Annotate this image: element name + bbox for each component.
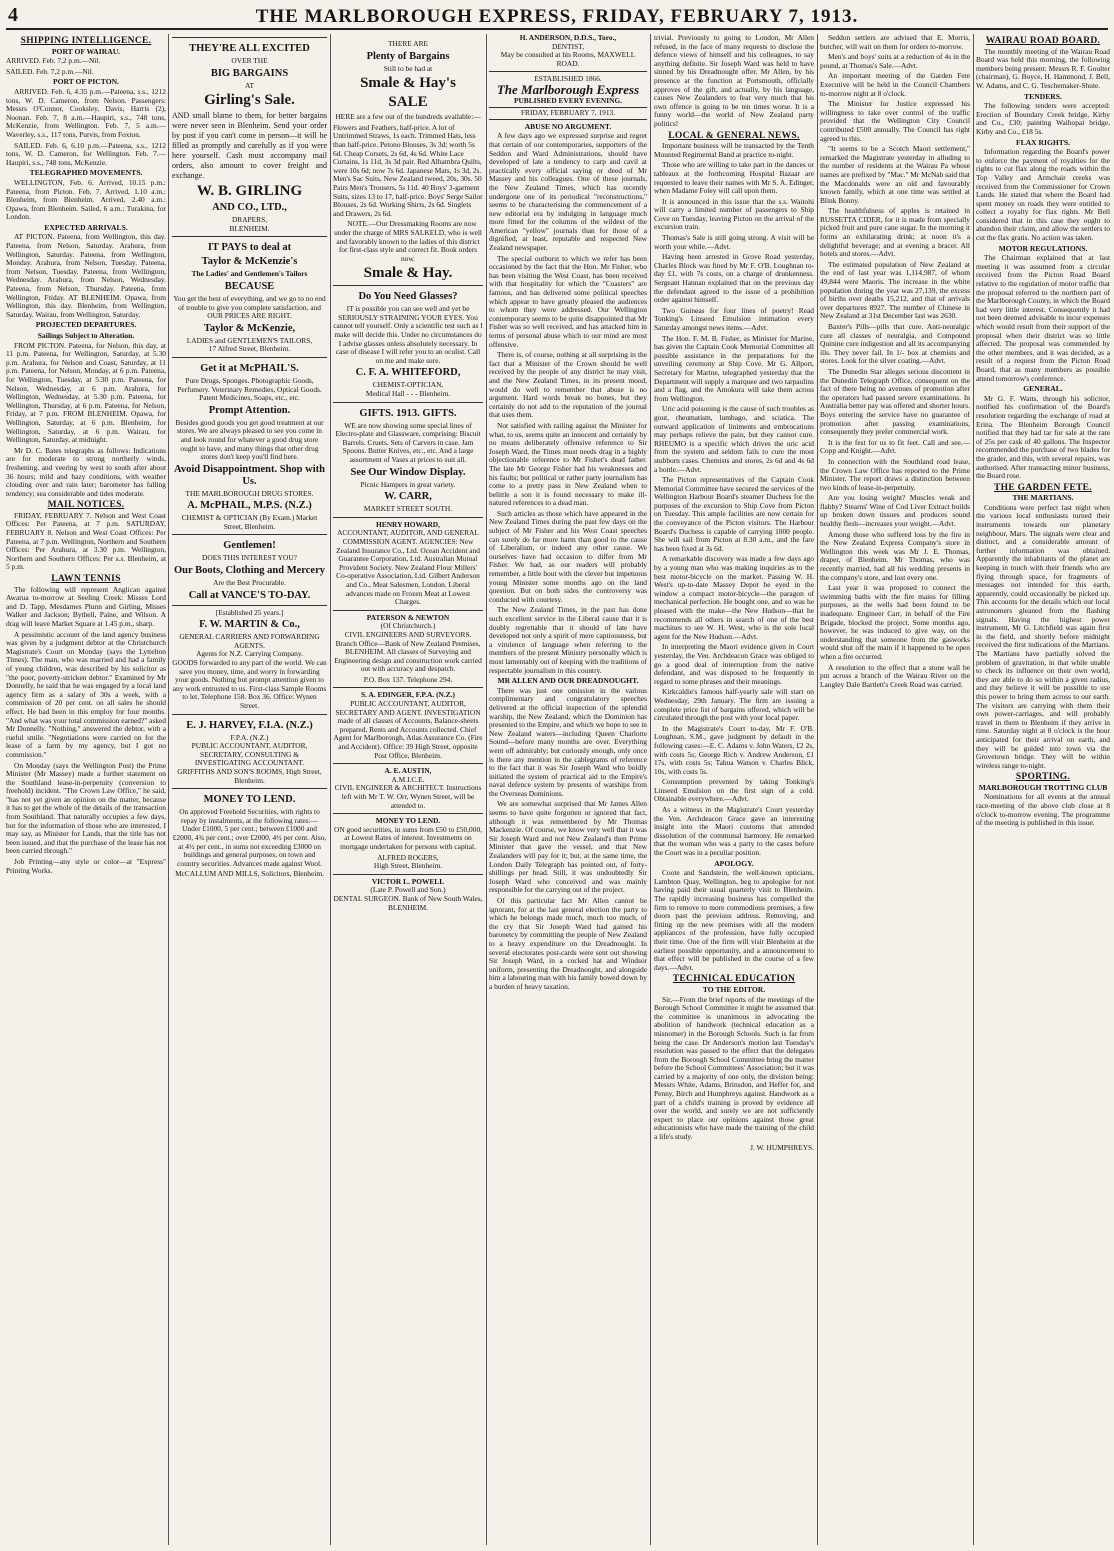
smale-items: Flowers and Feathers, half-price. A lot of Untrimmed Straws, 1s each. Trimmed Hats, less than half-price. Petono Blouses, 3s 3d; worth 5s 6d. Cheap Corsets, 2s 6d, 4s 6d. White Lace Curtains, 1s 11d, 3s 3d pair. Red Alhambra Quilts, were 10s 6d; now 7s 6d. Japanese Mats, 1s 3d, 2s. Men's Sac Suits, New Zealand tweed, 20s, 30s. 50 Pairs Men's Trousers, 5s 11d. 40 Boys' 3-garment Suits, sizes 13 to 17, half-price. Boys' Serge Sailor Blouses, 2s 6d. Working Shirts, 2s 6d. Singlets and Drawers, 2s 6d. [333,122,483,218]
news-item: Consumption prevented by taking Tonking's Linseed Emulsion on the first sign of a cold. Obtainable everywhere.—Advt. [654,777,814,804]
column-rule [650,34,651,1545]
rogers-advert [333,813,483,871]
news-item: Baxter's Pills—pills that cure. Anti-neuralgic cure all classes of neuralgia, and Compound Quinine cure indigestion and all its accompanying ills. They never fail. In 1/- box at chemists and stores. Look for the silver coating.—Advt. [820,322,970,366]
anderson-sub: DENTIST, [551,41,585,51]
powell-body: DENTAL SURGEON. Bank of New South Wales, BLENHEIM. [333,893,483,912]
technical-sub: TO THE EDITOR. [702,984,766,994]
mcphail-advert [172,357,327,532]
howard-name: HENRY HOWARD, [376,519,440,529]
tenders-heading: TENDERS. [1024,91,1062,101]
paterson-po: P.O. Box 137. Telephone 294. [363,674,453,684]
news-item: The Hon. F. M. B. Fisher, as Minister for Marine, has given the Captain Cook Memorial Committee all possible assistance in the preparations for the unveiling ceremony at Ship Cove. Mr G. Allport, Secretary for Marine, telegraphed yesterday that the Department will supply a marquee and two tarpaulins and a flag, and the Amokura will take them across from Wellington. [654,333,814,403]
vance-gent: Gentlemen! [223,540,276,552]
editorial-paragraph: A few days ago we expressed surprise and regret that certain of our contemporaries, supporters of the Seddon and Ward Administrations, should have developed of late a tendency to carp and cavil at practically every official saying or deed of Mr Massey and his colleagues. One of these journals, the New Zealand Times, which has recently undergone one of its periodical "reconstructions," seems to be characterising the commencement of a new editorial era by indulging in language much more fitted for the columns of the wildest of the American "yellow" journals than for those of a dignified, at least, reputable and respected New Zealand newspaper. [489,131,647,253]
news-item: The Dunedin Star alleges serious discontent in the Dunedin Telegraph Office, consequent on the fact of there being no avenues of promotion after the operators had passed severe examinations. In Australia better pay was offered and shorter hours. Boys entering the service have no guarantee of promotion after passing examinations, consequently they prefer commercial work. [820,366,970,437]
editorial-continued: trivial. Previously to going to London, Mr Allen refused, in the face of many requests to disclose the defence views of himself and his colleagues, to say anything definite. Sir Joseph Ward was held to have sinned by his Dreadnought offer. Mr Allen, by his presence at the function at Portsmouth, officially approves of the gift, and actually, by his language, causes New Zealanders to fear very much that his own offence is going to be ten times worse. It is a funny world—the world of New Zealand party politics! [654,34,814,128]
carr-window: See Our Window Display. [350,466,466,478]
road-board-body: The monthly meeting of the Wairau Road Board was held this morning, the following members being present: Messrs R. F. Goulter (chairman), G. Boyce, H. Hammond, J. Bell, W. Adams, and C. G. Teschemaker-Shute. [976,46,1110,90]
taylor-advert [172,236,327,354]
martin-advert [172,605,327,711]
editorial-paragraph: The New Zealand Times, in the past has done such excellent service in the Liberal cause that it is doubly regrettable that it should of late have developed not only a spirit of mere captiousness, but a virulence of language when referring to the members of the present Ministry personally which is most lamentably out of keeping with the traditions of respectable journalism in this country. [489,605,647,675]
editorial-paragraph: Not satisfied with railing against the Minister for what, to us, seems quite an innocent and certainly by no means deliberately offensive reference to Sir Joseph Ward, the Times must needs drag in a highly objectionable reference to Mr Fisher's dead father. The late Mr George Fisher had his weaknesses and his faults; but political or rather party journalism has come to a pretty pass in New Zealand when to belittle a son it is found necessary to make ill-natured references to a dead man. [489,420,647,508]
taylor-address: 17 Alfred Street, Blenheim. [208,344,291,354]
glasses-question: Do You Need Glasses? [358,291,458,303]
picton-port-heading: PORT OF PICTON. [52,77,120,87]
martin-sub: GENERAL CARRIERS AND FORWARDING AGENTS. [179,632,320,650]
editorial-paragraph: The special outburst to which we refer has been occasioned by the fact that the Hon. Mr Fisher, who has been visiting the West Coast, has been received with that hospitality for which the "Coasters" are famous, and has delivered some political speeches which appear to have greatly pleased the audiences to whom they were addressed. Our Wellington contemporary seems to be quite disappointed that Mr Fisher was so well received, and has attacked him in terms of personal abuse which to our mind are most offensive. [489,253,647,349]
news-item: Thomas's Sale is still going strong. A visit will be worth your while.—Advt. [654,233,814,251]
projected-subheading: Sailings Subject to Alteration. [37,331,135,340]
editorial-paragraph: There is, of course, nothing at all surprising in the fact that a Minister of the Crown should be well received by the people of any district he may visit, and the New Zealand Times, in its present mood, would do well to remember that abuse is no argument. Hard words break no bones, but they certainly do not add to the reputation of the journal that uses them. [489,350,647,420]
edinger-name: S. A. EDINGER, F.P.A. (N.Z.) [361,690,455,700]
rogers-title: MONEY TO LEND. [375,816,441,826]
austin-sub: A.M.I.C.E. [391,774,425,784]
news-item: In interpreting the Maori evidence given in Court yesterday, the Ven. Archdeacon Grace was obliged to go a good deal of interruption from the native defendant, and was disposed to be frequently in regard to some phrases and their meanings. [654,642,814,686]
general-heading: GENERAL. [1023,384,1063,394]
paterson-sub: (Of Christchurch.) [380,621,436,631]
picton-sailed: SAILED. Feb. 6, 6.10 p.m.—Pateena, s.s., 1212 tons, W. D. Cameron, for Wellington. Feb. 7.—Haupiri, s.s., 748 tons, McKenzie. [6,140,166,167]
smale-intro: HERE are a few out of the hundreds available:— [335,112,481,122]
harvey-advert [172,714,327,786]
technical-signature: J. W. HUMPHREYS. [750,1142,814,1152]
taylor-name-2: Taylor & McKenzie, [203,322,296,334]
anderson-body: May be consulted at his Rooms, MAXWELL ROAD. [500,50,636,68]
editorial-paragraph: Such articles as those which have appeared in the New Zealand Times during the past few days on the subject of Mr Fisher and his West Coast speeches can surely do far more harm than good to the cause of Liberalism, or indeed any other cause. We ourselves have had occasion to differ from Mr Fisher. We had, as our readers will probably remember, a little bout with the clever but impetuous young Minister some months ago on the land question. But on both sides the controversy was conducted with courtesy. [489,508,647,604]
powell-name: VICTOR L. POWELL [371,876,445,886]
telegraphed-heading: TELEGRAPHED MOVEMENTS. [29,168,143,178]
glasses-body: IT is possible you can see well and yet be SERIOUSLY STRAINING YOUR EYES. You cannot tell yourself. Only a scientific test such as I make will decide this. Under no circumstances do I advise glasses unless absolutely necessary. In case of disease I will refer you to an oculist. Call on me and make sure. [333,304,483,365]
taylor-body: You get the best of everything, and we go to no end of trouble to give you complete satisfaction, and OUR PRICES ARE RIGHT. [173,293,326,321]
nameplate [489,71,647,119]
paterson-name: PATERSON & NEWTON [366,612,450,622]
news-item: In the Magistrate's Court to-day, Mr F. O'B. Loughnan, S.M., gave judgment by default in the following cases:—E. C. Adams v. John Waters, £2 2s, with costs 5s; George Rich v. Andrew Anderson, £1 17s, with costs 5s; Tahua Watson v. Charles Blick, 10s, with costs 5s. [654,723,814,776]
apology-heading: APOLOGY. [714,858,754,868]
technical-body: Sir,—From the brief reports of the meetings of the Borough School Committee it might be assumed that the committee is unanimous in advocating the abolition of handwork (technical education as a misnomer) in the Borough Schools. Such is far from being the case. Dr Anderson's motion last Tuesday's resolution was passed to the effect that the delegates from the Borough School Committee bring the matter before the School Committees' Association; but it was carried by a majority of one only, the division being: Messrs White, Adams, Brinsdon, and Heffer for, and Penny, Birch and Humphreys against. Handwork as a part of a child's training is proved by evidence all over the world, and surely we are not sufficiently expert to place our opinions against those great educationists who have made the training of the child a life's study. [654,994,814,1142]
news-item: It is announced in this issue that the s.s. Waitohi will carry a limited number of passengers to Ship Cove on Tuesday, leaving Picton on the arrival of the excursion train. [654,196,814,232]
news-item: Kirkcaldie's famous half-yearly sale will start on Wednesday, 29th January. The firm are issuing a complete price list of bargains offered, which will be circulated through the post with your local paper. [654,687,814,723]
news-item: Those who are willing to take part in the dances or tableaux at the forthcoming Hospital Bazaar are requested to leave their names with Mr S. A. Edinger, when Madame Foley will call upon them. [654,160,814,196]
general-body: Mr G. F. Watts, through his solicitor, notified his confirmation of the Board's resolution regarding the exchange of road at Erina. The Blenheim Borough Council notified that they had tar for sale at the rate of 25s per cask of 40 gallons. The Inspector recommended the purchase of two blades for the grader, and this, with several repairs, was authorised. After transacting minor business, the Board rose. [976,393,1110,481]
howard-body: ACCOUNTANT, AUDITOR, AND GENERAL COMMISSION AGENT. AGENCIES: New Zealand Insurance Co., Ltd. Ocean Accident and Guarantee Corporation, Ltd. Australian Mutual Provident Society. New Zealand Flour Millers' Co-operative Association, Ltd. Gilbert Anderson and Co., Meat Salesmen, London. Liberal advances made on Frozen Meat at Lowest Charges. [336,528,480,607]
editorial-paragraph: Of this particular fact Mr Allen cannot be ignorant, for at the last general election the party to which he belongs made much, much too much, of the cry that Sir Joseph Ward had gained his baronetcy by committing the people of New Zealand to a heavy expenditure on the Dreadnought. In several electorates post-cards were sent out showing Sir Joseph Ward, in a cocked hat and Windsor uniform, presenting the Dreadnought, and alongside him a labouring man with his family bowed down by a burden of heavy taxation. [489,896,647,991]
harvey-body: PUBLIC ACCOUNTANT, AUDITOR, SECRETARY, CONSULTING & INVESTIGATING ACCOUNTANT. [191,741,308,768]
harvey-sub: F.P.A. (N.Z.) [230,732,269,742]
anderson-name: H. ANDERSON, D.D.S., Toro., [519,34,617,42]
column-3 [333,34,483,1545]
smale-name: Smale & Hay's [360,75,456,92]
nameplate-title: The Marlborough Express [496,81,640,97]
sporting-body: Nominations for all events at the annual race-meeting of the above club close at 8 o'clock to-morrow evening. The programme of the meeting is published in this issue. [976,792,1110,828]
taylor-sub: LADIES and GENTLEMEN'S TAILORS, [186,335,313,345]
girling-over: OVER THE [231,56,268,65]
tennis-heading: LAWN TENNIS [51,574,121,585]
news-item: As a witness in the Magistrate's Court yesterday the Ven. Archdeacon Grace gave an interesting insight into the Maori customs that attended dissolution of the communal harmony. He remarked that the woman who was a party to the cases before the Court was in a peculiar position. [654,805,814,858]
martin-agents: Agents for N.Z. Carrying Company. [196,649,303,659]
news-item: Among those who suffered loss by the fire in the New Zealand Express Company's store in Wellington this week was Mr J. E. Thomas, draper, of Blenheim. Mr Thomas, who was recently married, had all his wedding presents in the company's store, and lost every one. [820,529,970,582]
news-item: It is the fest for us to fit feet. Call and see.—Copp and Knight.—Advt. [820,437,970,456]
news-item: Uric acid poisoning is the cause of such troubles as gout, rheumatism, lumbago, and sciatica. The outward application of liniments and embrocations may perhaps relieve the pain, but they cannot cure. RHEUMO is a specific which drives the uric acid from the system and seldom fails to cure the most stubborn cases. Chemists and stores, 2s 6d and 4s 6d a bottle.—Advt. [654,404,814,474]
column-rule [973,34,974,1545]
column-2 [172,34,327,1545]
taylor-because: BECAUSE [224,280,275,292]
girling-firm-2: AND CO., LTD., [212,202,287,214]
column-1 [6,34,166,1545]
taylor-tag: The Ladies' and Gentlemen's Tailors [191,269,308,279]
news-item: Seddon settlers are advised that E. Morris, butcher, will wait on them for orders to-morrow. [820,34,970,51]
vance-advert [172,534,327,601]
column-5 [654,34,814,1545]
news-item: Having been arrested in Grove Road yesterday, Charles Block was fined by Mr F. O'B. Loughnan to-day £1, with 7s costs, on a charge of drunkenness. Sergeant Hannan explained that on the previous day the defendant agreed to the issue of a prohibition order against himself. [654,252,814,305]
austin-advert [333,763,483,810]
news-item: A remarkable discovery was made a few days ago by a young man who was making inquiries as to the best motor-bicycle on the market. Passing W. H. West's up-to-date Massey Depot he eyed in the window a compact motor-bicycle—the paragon of mechanical perfection. He bought one, and so was he pleased with the make—the New Hudson—that he recommends all others in search of one of the best machines to see W. H. West, who is the sole local agent for the New Hudson.—Advt. [654,554,814,641]
martians-sub: THE MARTIANS. [1012,493,1074,503]
motor-heading: MOTOR REGULATIONS. [998,243,1088,253]
smale-there: THERE ARE [387,39,429,48]
column-6 [820,34,970,1545]
rogers-name: ALFRED ROGERS, [377,852,439,862]
news-item: Men's and boys' suits at a reduction of 4s in the pound, at Thomas's Sale.—Advt. [820,52,970,70]
local-news-heading: LOCAL & GENERAL NEWS. [668,130,800,141]
smale-sale: SALE [388,94,428,111]
mail-heading: MAIL NOTICES. [47,500,125,511]
money-title: MONEY TO LEND. [203,794,296,806]
editorial-title: ABUSE NO ARGUMENT. [524,121,612,131]
powell-advert [333,874,483,912]
girling-bargains: BIG BARGAINS [210,67,289,79]
martin-established: [Established 25 years.] [215,607,284,617]
carr-body: WE are now showing some special lines of Electro-plate and Glassware, comprising: Biscuit Barrels. Cruets. Sets of Carvers in case. Jam Spoons. Butter Knives, etc., etc. And a large assortment of Vases at prices to suit all. [335,420,481,464]
article-paragraph: Job Printing—any style or color—at "Express" Printing Works. [6,857,166,875]
garden-fete-body: Conditions were perfect last night when the various local enthusiasts turned their instruments towards our planetary neighbour, Mars. The signals were clear and distinct, and a considerable amount of further information was obtained. Apparently the inhabitants of the planet are keeping in touch with their friends who are flying through space, for fragments of messages not intended for this earth, apparently, could occasionally be picked up. This accounts for the details which our local astronomers gleaned from the flashing signals. Having the highest power instrument, Mr G. Litchfield was again first in the field, and shortly before midnight received the first indications of the Martians. The Martians have partially solved the problem of gravitation, in that while unable to check its influence on their own world, they are able to do so within a given radius, and they believe it will be possible to use this power to bring them across to our earth. The visitors are carrying with them their own power-carriages, and will probably travel in them to Blenheim if they arrive in time. Saturday night at 8 o'clock is the hour anticipated for their arrival on earth, and they will be guided into town via the Grovetown bridge. They will be within wireless range to-night. [976,502,1110,770]
editorial-title-2: MR ALLEN AND OUR DREADNOUGHT. [497,676,639,686]
whiteford-sub: CHEMIST-OPTICIAN, [372,380,444,390]
news-item: Last year it was proposed to connect the swimming baths with the fire mains for filling purposes, as the wells had been found to be inadequate. Engineer Carr, in behalf of the Fire Brigade, blocked the project. Some months ago, however, he was induced to give way, on the understanding that someone from the gasworks would shut off the main if it happened to be open when a fire occurred. [820,583,970,661]
mcphail-name: A. McPHAIL, M.P.S. (N.Z.) [187,500,312,512]
austin-name: A. E. AUSTIN, [384,766,432,776]
girling-intro: THEY'RE ALL EXCITED [189,43,310,54]
taylor-name: Taylor & McKenzie's [201,256,298,268]
vance-boots: Our Boots, Clothing and Mercery [174,565,325,577]
edinger-body: PUBLIC ACCOUNTANT, AUDITOR, SECRETARY AND AGENT. INVESTIGATION made of all classes of Accounts, Balance-sheets prepared, Rents and Accounts collected. Chief Agent for Marlborough, Atlas Assurance Co. (Fire and Accident). Office: 39 High Street, opposite Post Office, Blenheim. [333,699,483,760]
column-4 [489,34,647,1545]
rogers-address: High Street, Blenheim. [373,861,443,871]
taylor-pays: IT PAYS to deal at [207,242,292,254]
news-item: Are you losing weight? Muscles weak and flabby? Stearns' Wine of Cod Liver Extract builds up broken down tissues and produces sound healthy flesh—increases your weight.—Advt. [820,493,970,529]
news-item: The healthfulness of apples is retained in RUSSETTA CIDER, for it is made from specially picked fruit and pure cane sugar. In the morning it forms an exhilarating drink; at noon it's a delightful beverage; and at evening a bracer. All hotels and stores.—Advt. [820,206,970,259]
girling-drapers: DRAPERS, [231,215,268,225]
vance-question: DOES THIS INTEREST YOU? [202,553,297,563]
vance-best: Are the Best Procurable. [213,578,286,588]
column-rule [168,34,169,1545]
column-rule [817,34,818,1545]
news-item: The Picton representatives of the Captain Cook Memorial Committee have secured the services of the Wellington Harbour Board's steamer Duchess for the purposes of the excursion to Ship Cove from Picton on Tuesday. This ample facilities are now certain for the conveyance of the Picton visitors. The Harbour Board's Duchess is capable of carrying 1000 people. She will sail from Picton at 8.30 a.m., and the fare has been fixed at 3s 6d. [654,475,814,553]
carr-gifts: GIFTS. 1913. GIFTS. [359,407,457,419]
news-item: Important business will be transacted by the Tenth Mounted Regimental Band at practice to-night. [654,141,814,159]
whiteford-name: C. F. A. WHITEFORD, [355,367,461,379]
harvey-name: E. J. HARVEY, F.I.A. (N.Z.) [186,719,313,731]
column-7 [976,34,1110,1545]
editorial-paragraph: There was just one omission in the various complimentary and congratulatory speeches delivered at the official inspection of the splendid warship, the New Zealand, which the Dominion has presented to the Empire, and which we hope to see in New Zealand waters—including Queen Charlotte Sound—before many months are over. Everything went off admirably; but curiously enough, only once is there any mention in the cablegrams of reference to the fact that it was Sir Joseph Ward who boldly initiated the system of practical aid to the Empire's naval defence system by presents of warships from the Overseas Dominions. [489,685,647,798]
powell-sub: (Late P. Powell and Son.) [370,885,446,895]
expected-arrivals: AT PICTON. Pateena, from Wellington, this day. Pateena, from Nelson, Saturday. Arahura, from Wellington, Saturday. Pateena, from Wellington, Monday. Arahura, from Nelson, Tuesday. Pateena, from Nelson, Tuesday. Pateena, from Wellington, Wednesday. Arahura, from Nelson, Wednesday. Pateena, from Nelson, Thursday. Pateena, from Wellington, Friday. AT BLENHEIM. Opawa, from Wellington, this day. Blenheim, from Wellington, Saturday. Wairau, from Wellington, Saturday. [6,232,166,319]
girling-body: AND small blame to them, for better bargains were never seen in Blenheim. Send your order by post if you can't come in person—it will be filled as promptly and carefully as if you were here yourself. Cash must accompany mail orders, also amount to cover freight and exchange. [172,111,327,181]
news-item: An important meeting of the Garden Fete Executive will be held in the Council Chambers to-morrow night at 8 o'clock. [820,71,970,98]
mcphail-get: Get it at McPHAIL'S. [200,362,299,374]
column-rule [330,34,331,1545]
whiteford-address: Medical Hall - - - Blenheim. [365,389,451,399]
editorial-paragraph: We are somewhat surprised that Mr James Allen seems to have quite forgotten or ignored that fact, although it was remembered by Mr Thomas Mackenzie. Of course, we know very well that it was Sir Joseph Ward and not New Zealand's then Prime Minister that gave the vessel, and that New Zealanders will pay for it; but, at the same time, the London Daily Telegraph has pointed out, of forty-shillings per head. Still, it was undoubtedly Sir Joseph Ward who conceived and was mainly responsible for the carrying out of the project. [489,799,647,895]
girling-firm: W. B. GIRLING [196,183,303,200]
wairau-sailed: SAILED. Feb. 7,2 p.m.—Nil. [6,66,94,76]
smale-plenty: Plenty of Bargains [366,50,450,62]
rogers-body: ON good securities, in sums from £50 to £50,000, at Lowest Rates of interest. Investments on mortgage undertaken for persons with capital. [333,824,482,851]
article-paragraph: On Monday (says the Wellington Post) the Prime Minister (Mr Massey) made a further statement on the Southland lease-in-perpetuity (conversion to freehold) incident. "The Crown Law Office," he said, "has not yet given an opinion on the matter, because it has to get the whole of the details of the transaction from Southland. That naturally occupies a few days, but for the information of those who are interested, I may say, as Minister for Lands, that the title has not been issued, and that the purchase of the lease has not been carried through." [6,760,166,856]
mcphail-body: Besides good goods you get good treatment at our stores. We are always pleased to see you come in and look round for whatever a good drug store ought to have, and many things that other drug stores don't keep you'll find here. [175,417,324,462]
martin-body: GOODS forwarded to any part of the world. We can save you money, time, and worry in forwarding your goods. Nothing but prompt attention given to any work entrusted to us. First-class Sample Rooms to let. Telephone 158. Box 36. Office: Wynen Street. [172,658,327,710]
projected-heading: PROJECTED DEPARTURES. [35,320,137,330]
anderson-advert [489,34,647,68]
girling-advert [172,37,327,233]
mcphail-avoid: Avoid Disappointment. Shop with Us. [174,463,325,487]
money-advert [172,788,327,879]
smale-advert [333,37,483,282]
weather-report: Mr D. C. Bates telegraphs as follows: Indications are for moderate to strong northerly winds, freshening, and veering by west to south after about 36 hours; mild and hazy conditions, with weather clouding over and rain later; barometer has falling tendency; sea considerable and tides moderate. [6,445,166,498]
paterson-advert [333,610,483,685]
mcphail-address: CHEMIST & OPTICIAN (By Exam.) Market Street, Blenheim. [181,513,318,531]
money-firm: McCALLUM AND MILLS, Solicitors, Blenheim. [175,869,324,879]
expected-heading: EXPECTED ARRIVALS. [44,222,128,232]
masthead [6,4,1108,30]
shipping-heading: SHIPPING INTELLIGENCE. [20,36,152,46]
sporting-heading: SPORTING. [1015,772,1071,783]
edinger-advert [333,687,483,760]
news-item: Two Guineas for four lines of poetry! Read Tonking's Linseed Emulsion intimation every Saturday amongst news items.—Advt. [654,305,814,332]
mcphail-prompt: Prompt Attention. [208,404,291,416]
page-number: 4 [8,4,18,26]
paterson-body: CIVIL ENGINEERS AND SURVEYORS. Branch Office—Bank of New Zealand Premises, BLENHEIM. All classes of Surveying and Engineering design and construction work carried out with accuracy and despatch. [334,629,482,674]
carr-address: MARKET STREET SOUTH. [363,504,453,514]
flax-heading: FLAX RIGHTS. [1015,137,1070,147]
carr-advert [333,402,483,514]
girling-at: AT [244,80,255,90]
howard-advert [333,517,483,607]
garden-fete-heading: THE GARDEN FETE. [994,482,1092,493]
news-item: In connection with the Southland road lease, the Crown Law Office has reported to the Prime Minister. The report draws a distinction between two kinds of lease-in-perpetuity. [820,456,970,492]
wairau-port-heading: PORT OF WAIRAU. [51,46,121,56]
carr-picnic: Picnic Hampers in great variety. [360,479,456,489]
girling-sale: Girling's Sale. [204,92,295,109]
glasses-advert [333,285,483,398]
smale-note: NOTE.—Our Dressmaking Rooms are now under the charge of MRS SALKELD, who is well and favorably known to the ladies of this district for first-class style and correct fit. Book orders now. [334,219,482,263]
picton-arrived: ARRIVED. Feb. 6, 4.35 p.m.—Pateena, s.s., 1212 tons, W. D. Cameron, from Nelson. Passengers: Messrs O'Connor, Cooksley, Davis, Harris (2), Noonan. Feb. 7, 8 a.m.—Haupiri, s.s., 748 tons, McKenzie, from Wellington. Feb. 7, 5 a.m.—Waverley, s.s., 117 tons, Purvis, from Foxton. [6,86,166,139]
projected-departures: FROM PICTON. Pateena, for Nelson, this day, at 11 p.m. Pateena, for Wellington, Saturday, at 5.30 p.m. Arahura, for Nelson and Coast, Saturday, at 11 p.m. Pateena, for Nelson, Monday, at 6 p.m. Pateena, for Wellington, Tuesday, at 5.30 p.m. Pateena, for Nelson, Wednesday, at 6 p.m. Arahura, for Wellington, Wednesday, at 5.30 p.m. Pateena, for Wellington, Thursday, at 6 p.m. Pateena, for Nelson, Friday, at 7 p.m. FROM BLENHEIM. Opawa, for Wellington, Saturday, at 6 p.m. Blenheim, for Wellington, Saturday, at 6 p.m. Wairau, for Wellington, Saturday, at midnight. [6,340,166,445]
news-item: The Minister for Justice expressed his willingness to take over control of the traffic provided that the Wellington City Council contributed £500 annually. The Council has right agreed to this. [820,99,970,143]
austin-body: CIVIL ENGINEER & ARCHITECT. Instructions left with Mr T. W. Orr, Wynen Street, will be attended to. [334,783,482,810]
harvey-address: GRIFFITHS AND SON'S ROOMS, High Street, Blenheim. [177,766,322,785]
news-item: "It seems to be a Scotch Maori settlement," remarked the Magistrate yesterday in alluding to the number of residents at the Wairau Pa whose names are prefixed by "Mac." Mr McNab said that the Macdonalds were an old and favourably known family, which at one time was settled at Blink Bonny. [820,144,970,205]
smale-name-2: Smale & Hay. [363,265,453,282]
nameplate-date: FRIDAY, FEBRUARY 7, 1913. [489,107,647,120]
news-item: The estimated population of New Zealand at the end of last year was 1,114,987, of whom 49,844 were Maoris. The increase in the white population during the year was 27,139, the excess of births over deaths 15,212, and that of arrivals over departures 8927. The number of Chinese in New Zealand at 31st December last was 2630. [820,259,970,321]
road-board-heading: WAIRAU ROAD BOARD. [985,36,1101,46]
telegraphed-movements: WELLINGTON, Feb. 6. Arrived, 10.15 p.m.: Pateena, from Picton. Feb. 7. Arrived, 1.10 a.m.: Blenheim, from Blenheim. Arrived, 2.40 a.m.: Opawa, from Blenheim. Sailed, 6 a.m.: Turakina, for London. [6,177,166,222]
tennis-body: The following will represent Anglican against Awarua to-morrow at Seeling Creek: Misses Lord and D. Tapp, Mesdames Plunn and Girling, Misses Walker and Jackson; Bythell, Paine, and Wilson. A drag will leave Market Square at 1.45 p.m., sharp. [6,584,166,628]
column-rule [486,34,487,1545]
smale-still: Still to be had at [383,63,433,73]
apology-body: Coote and Sandstein, the well-known opticians, Lambton Quay, Wellington, beg to apologise for not having paid their usual quarterly visit to Blenheim. The rapidly increasing business has compelled the firm to remove to more commodious premises, a few doors past the previous address. Removing, and fitting up the new premises with all the modern appliances of the profession, have fully occupied their time. One of the firm will visit Blenheim at the earliest possible opportunity, and a announcement to that effect will be published in the course of a few days.—Advt. [654,868,814,972]
vance-call: Call at VANCE'S TO-DAY. [188,589,311,601]
trotting-club: MARLBOROUGH TROTTING CLUB [978,782,1108,792]
flax-body: Information regarding the Board's power to enforce the payment of royalties for the rights to cut flax along the roads within the Top Valley and Armchair creeks was received from the Commissioner for Crown Lands. He stated that where the Board had spent money on roads they were entitled to collect a royalty for flax rights. Mr Bell considered that in this case they ought to abandon their claim, and allow the settlers to cut the flax gratis. No action was taken. [976,147,1110,243]
mcphail-stores: THE MARLBOROUGH DRUG STORES. [185,488,314,498]
article-paragraph: A pessimistic account of the land agency business was given by a judgment debtor at the Christchurch Magistrate's Court on Monday (says the Lyttelton Times). The man, who was married and had a family of young children, was described by his solicitor as "the poor, poverty-stricken debtor." Examined by Mr Donnelly, he said that he was engaged by a local land agency firm as a salary of 30s a week, with a commission of 20 per cent. on all sales he should effect. He had been in this employ for four months. "And what was your total commission earned?" asked Mr Donnelly. "Nothing," answered the debtor, with a rueful smile. "Negotiations were carried on for the lease of a farm by my agency, but I got no commission." [6,629,166,759]
mail-notices: FRIDAY, FEBRUARY 7. Nelson and West Coast Offices: Per Pateena, at 7 p.m. SATURDAY, FEBRUARY 8. Nelson and West Coast Offices: Per Pateena, at 7 p.m. Wellington, Northern and Southern Offices: Per Arahura, at 3.30 p.m. Wellington, Northern and Southern Offices: Per s.s. Blenheim, at 5 p.m. [6,510,166,572]
girling-town: BLENHEIM. [229,223,270,233]
masthead-title: THE MARLBOROUGH EXPRESS, FRIDAY, FEBRUARY 7, 1913. [255,6,859,27]
motor-body: The Chairman explained that at last meeting it was assumed from a circular received from the Picton Road Board relative to the regulation of motor traffic that the proposal referred to the northern part of the Marlborough County, in which the Board had very little interest. Consequently it had not been deemed advisable to incur expenses which would result from their support of the proposal when their district was so little affected. The proposal was commended by the other members, and it was decided, as a result of a request from the Picton Road Board, that as many members as possible attend tomorrow's conference. [976,253,1110,383]
tenders-body: The following tenders were accepted: Erection of Boundary Creek bridge, Kirby and Co., £30; painting Waihopai bridge, Kirby and Co., £18 5s. [976,101,1110,136]
money-body: On approved Freehold Securities, with rights to repay by instalments, at the following rates:—Under £1000, 5 per cent.; between £1000 and £2000, 4¾ per cent.; over £2000, 4½ per cent. Also, at 4½ per cent., in sums not exceeding £3000 on buildings and general purposes, on town and country securities. Advances made against Wool. [172,807,327,868]
martin-name: F. W. MARTIN & Co., [199,619,300,631]
news-item: A resolution to the effect that a stone wall be put across a branch of the Wairau River on the Langley Dale Bartlett's Creek Road was carried. [820,662,970,689]
wairau-arrived: ARRIVED. Feb. 7,2 p.m.—Nil. [6,56,101,66]
nameplate-established: ESTABLISHED 1866. [534,74,602,84]
carr-name: W. CARR, [384,491,432,503]
technical-heading: TECHNICAL EDUCATION [672,974,796,985]
nameplate-sub: PUBLISHED EVERY EVENING. [513,95,623,105]
mcphail-items: Pure Drugs, Sponges. Photographic Goods, Perfumery. Veterinary Remedies, Optical Goods. Patent Medicines, Soaps, etc., etc. [177,375,322,403]
